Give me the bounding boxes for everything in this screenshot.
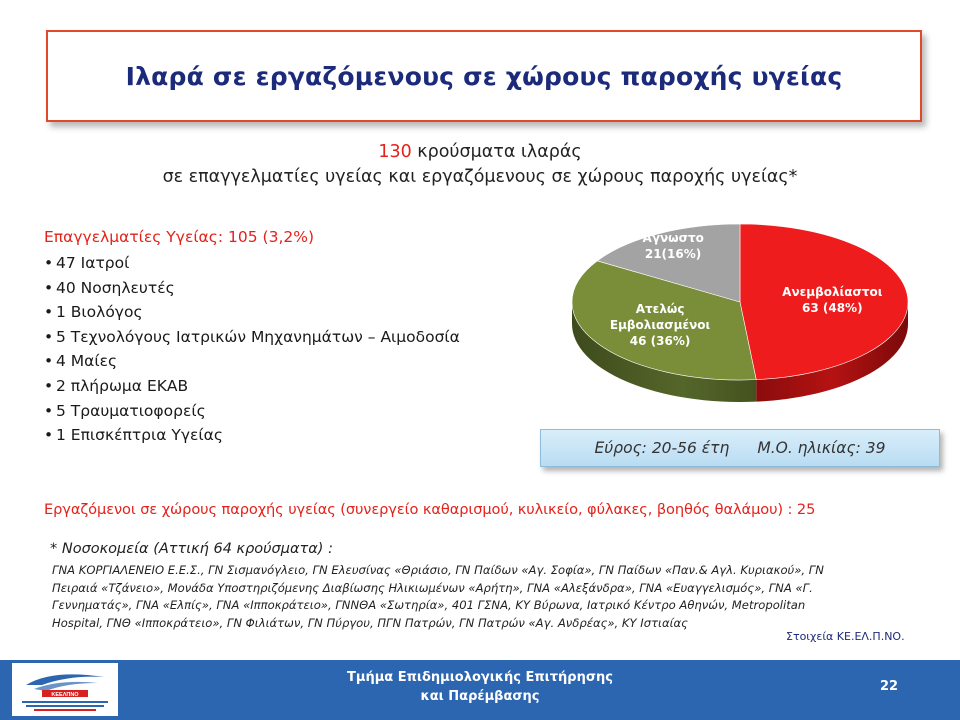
footer-department bbox=[300, 668, 660, 706]
slide-title: Ιλαρά σε εργαζόμενους σε χώρους παροχής υγείας bbox=[125, 61, 843, 91]
professionals-block bbox=[44, 225, 564, 448]
logo-icon bbox=[12, 663, 118, 716]
bullet-icon: • bbox=[44, 278, 54, 297]
vaccination-pie-chart bbox=[560, 212, 920, 427]
organization-logo bbox=[12, 663, 118, 716]
list-item-text: 4 Μαίες bbox=[56, 352, 118, 371]
list-item bbox=[44, 374, 564, 399]
list-item-text: 1 Βιολόγος bbox=[56, 303, 143, 322]
hospitals-line: Πειραιά «Τζάνειο», Μονάδα Υποστηριζόμενης Διαβίωσης Ηλικιωμένων «Αρήτη», ΓΝΑ «Αλεξάνδρα», ΓΝΑ «Ευαγγελισμός», ΓΝΑ «Γ. bbox=[52, 580, 813, 595]
professionals-heading: Επαγγελματίες Υγείας: 105 (3,2%) bbox=[44, 228, 315, 246]
list-item bbox=[44, 276, 564, 301]
subtitle-line-1-text: κρούσματα ιλαράς bbox=[411, 142, 582, 162]
footer-line-1: Τμήμα Επιδημιολογικής Επιτήρησης bbox=[347, 670, 613, 685]
list-item bbox=[44, 423, 564, 448]
bullet-icon: • bbox=[44, 401, 54, 420]
subtitle bbox=[80, 140, 880, 190]
subtitle-line-2: σε επαγγελματίες υγείας και εργαζόμενους σε χώρους παροχής υγείας* bbox=[162, 167, 798, 187]
bullet-icon: • bbox=[44, 426, 54, 445]
workers-summary: Εργαζόμενοι σε χώρους παροχής υγείας (συνεργείο καθαρισμού, κυλικείο, φύλακες, βοηθός θαλάμου) : 25 bbox=[44, 501, 816, 518]
list-item bbox=[44, 349, 564, 374]
data-source: Στοιχεία ΚΕ.ΕΛ.Π.ΝΟ. bbox=[786, 630, 905, 643]
list-item-text: 40 Νοσηλευτές bbox=[56, 278, 175, 297]
pie-category-label: Άγνωστο bbox=[642, 231, 704, 246]
hospitals-heading: * Νοσοκομεία (Αττική 64 κρούσματα) : bbox=[50, 541, 333, 557]
hospitals-line: Hospital, ΓΝΘ «Ιπποκράτειο», ΓΝ Φιλιάτων, ΓΝ Πύργου, ΠΓΝ Πατρών, ΓΝ Πατρών «Αγ. Ανδρέας», ΚΥ Ιστιαίας bbox=[52, 615, 688, 630]
mean-age-text: Μ.Ο. ηλικίας: 39 bbox=[757, 439, 886, 457]
bullet-icon: • bbox=[44, 376, 54, 395]
hospitals-line: Γεννηματάς», ΓΝΑ «Ελπίς», ΓΝΑ «Ιπποκράτειο», ΓΝΝΘΑ «Σωτηρία», 401 ΓΣΝΑ, ΚΥ Βύρωνα, Ιατρικό Κέντρο Αθηνών, Metropolitan bbox=[52, 598, 806, 613]
page-number: 22 bbox=[880, 679, 899, 694]
professionals-list bbox=[44, 251, 564, 448]
age-range-box bbox=[540, 429, 940, 467]
list-item-text: 1 Επισκέπτρια Υγείας bbox=[56, 426, 223, 445]
list-item-text: 2 πλήρωμα ΕΚΑΒ bbox=[56, 376, 189, 395]
subtitle-line-1 bbox=[80, 140, 880, 165]
bullet-icon: • bbox=[44, 303, 54, 322]
list-item-text: 47 Ιατροί bbox=[56, 254, 130, 272]
pie-category-label: Ανεμβολίαστοι bbox=[782, 284, 883, 299]
hospitals-list bbox=[52, 562, 922, 632]
list-item bbox=[44, 300, 564, 325]
pie-category-label: Ατελώς bbox=[635, 302, 685, 317]
age-range-text: Εύρος: 20-56 έτη bbox=[594, 439, 730, 457]
logo-wordmark: ΚΕΕΛΠΝΟ bbox=[51, 692, 79, 698]
pie-category-label: Εμβολιασμένοι bbox=[609, 318, 711, 333]
list-item bbox=[44, 251, 564, 276]
bullet-icon: • bbox=[44, 327, 54, 346]
footer-line-2: και Παρέμβασης bbox=[420, 689, 540, 704]
list-item bbox=[44, 399, 564, 424]
list-item-text: 5 Τραυματιοφορείς bbox=[56, 401, 206, 420]
hospitals-line: ΓΝΑ ΚΟΡΓΙΑΛΕΝΕΙΟ Ε.Ε.Σ., ΓΝ Σισμανόγλειο, ΓΝ Ελευσίνας «Θριάσιο, ΓΝ Παίδων «Αγ. Σοφία», ΓΝ Παίδων «Παν.& Αγλ. Κυριακού», ΓΝ bbox=[52, 563, 824, 577]
bullet-icon: • bbox=[44, 352, 54, 371]
case-count: 130 bbox=[378, 142, 412, 162]
list-item-text: 5 Τεχνολόγους Ιατρικών Μηχανημάτων – Αιμοδοσία bbox=[56, 327, 460, 346]
pie-value-label: 21(16%) bbox=[644, 247, 702, 262]
pie-value-label: 46 (36%) bbox=[629, 334, 691, 349]
pie-value-label: 63 (48%) bbox=[802, 300, 863, 315]
list-item bbox=[44, 325, 564, 350]
bullet-icon: • bbox=[44, 254, 54, 272]
title-box bbox=[46, 30, 922, 122]
